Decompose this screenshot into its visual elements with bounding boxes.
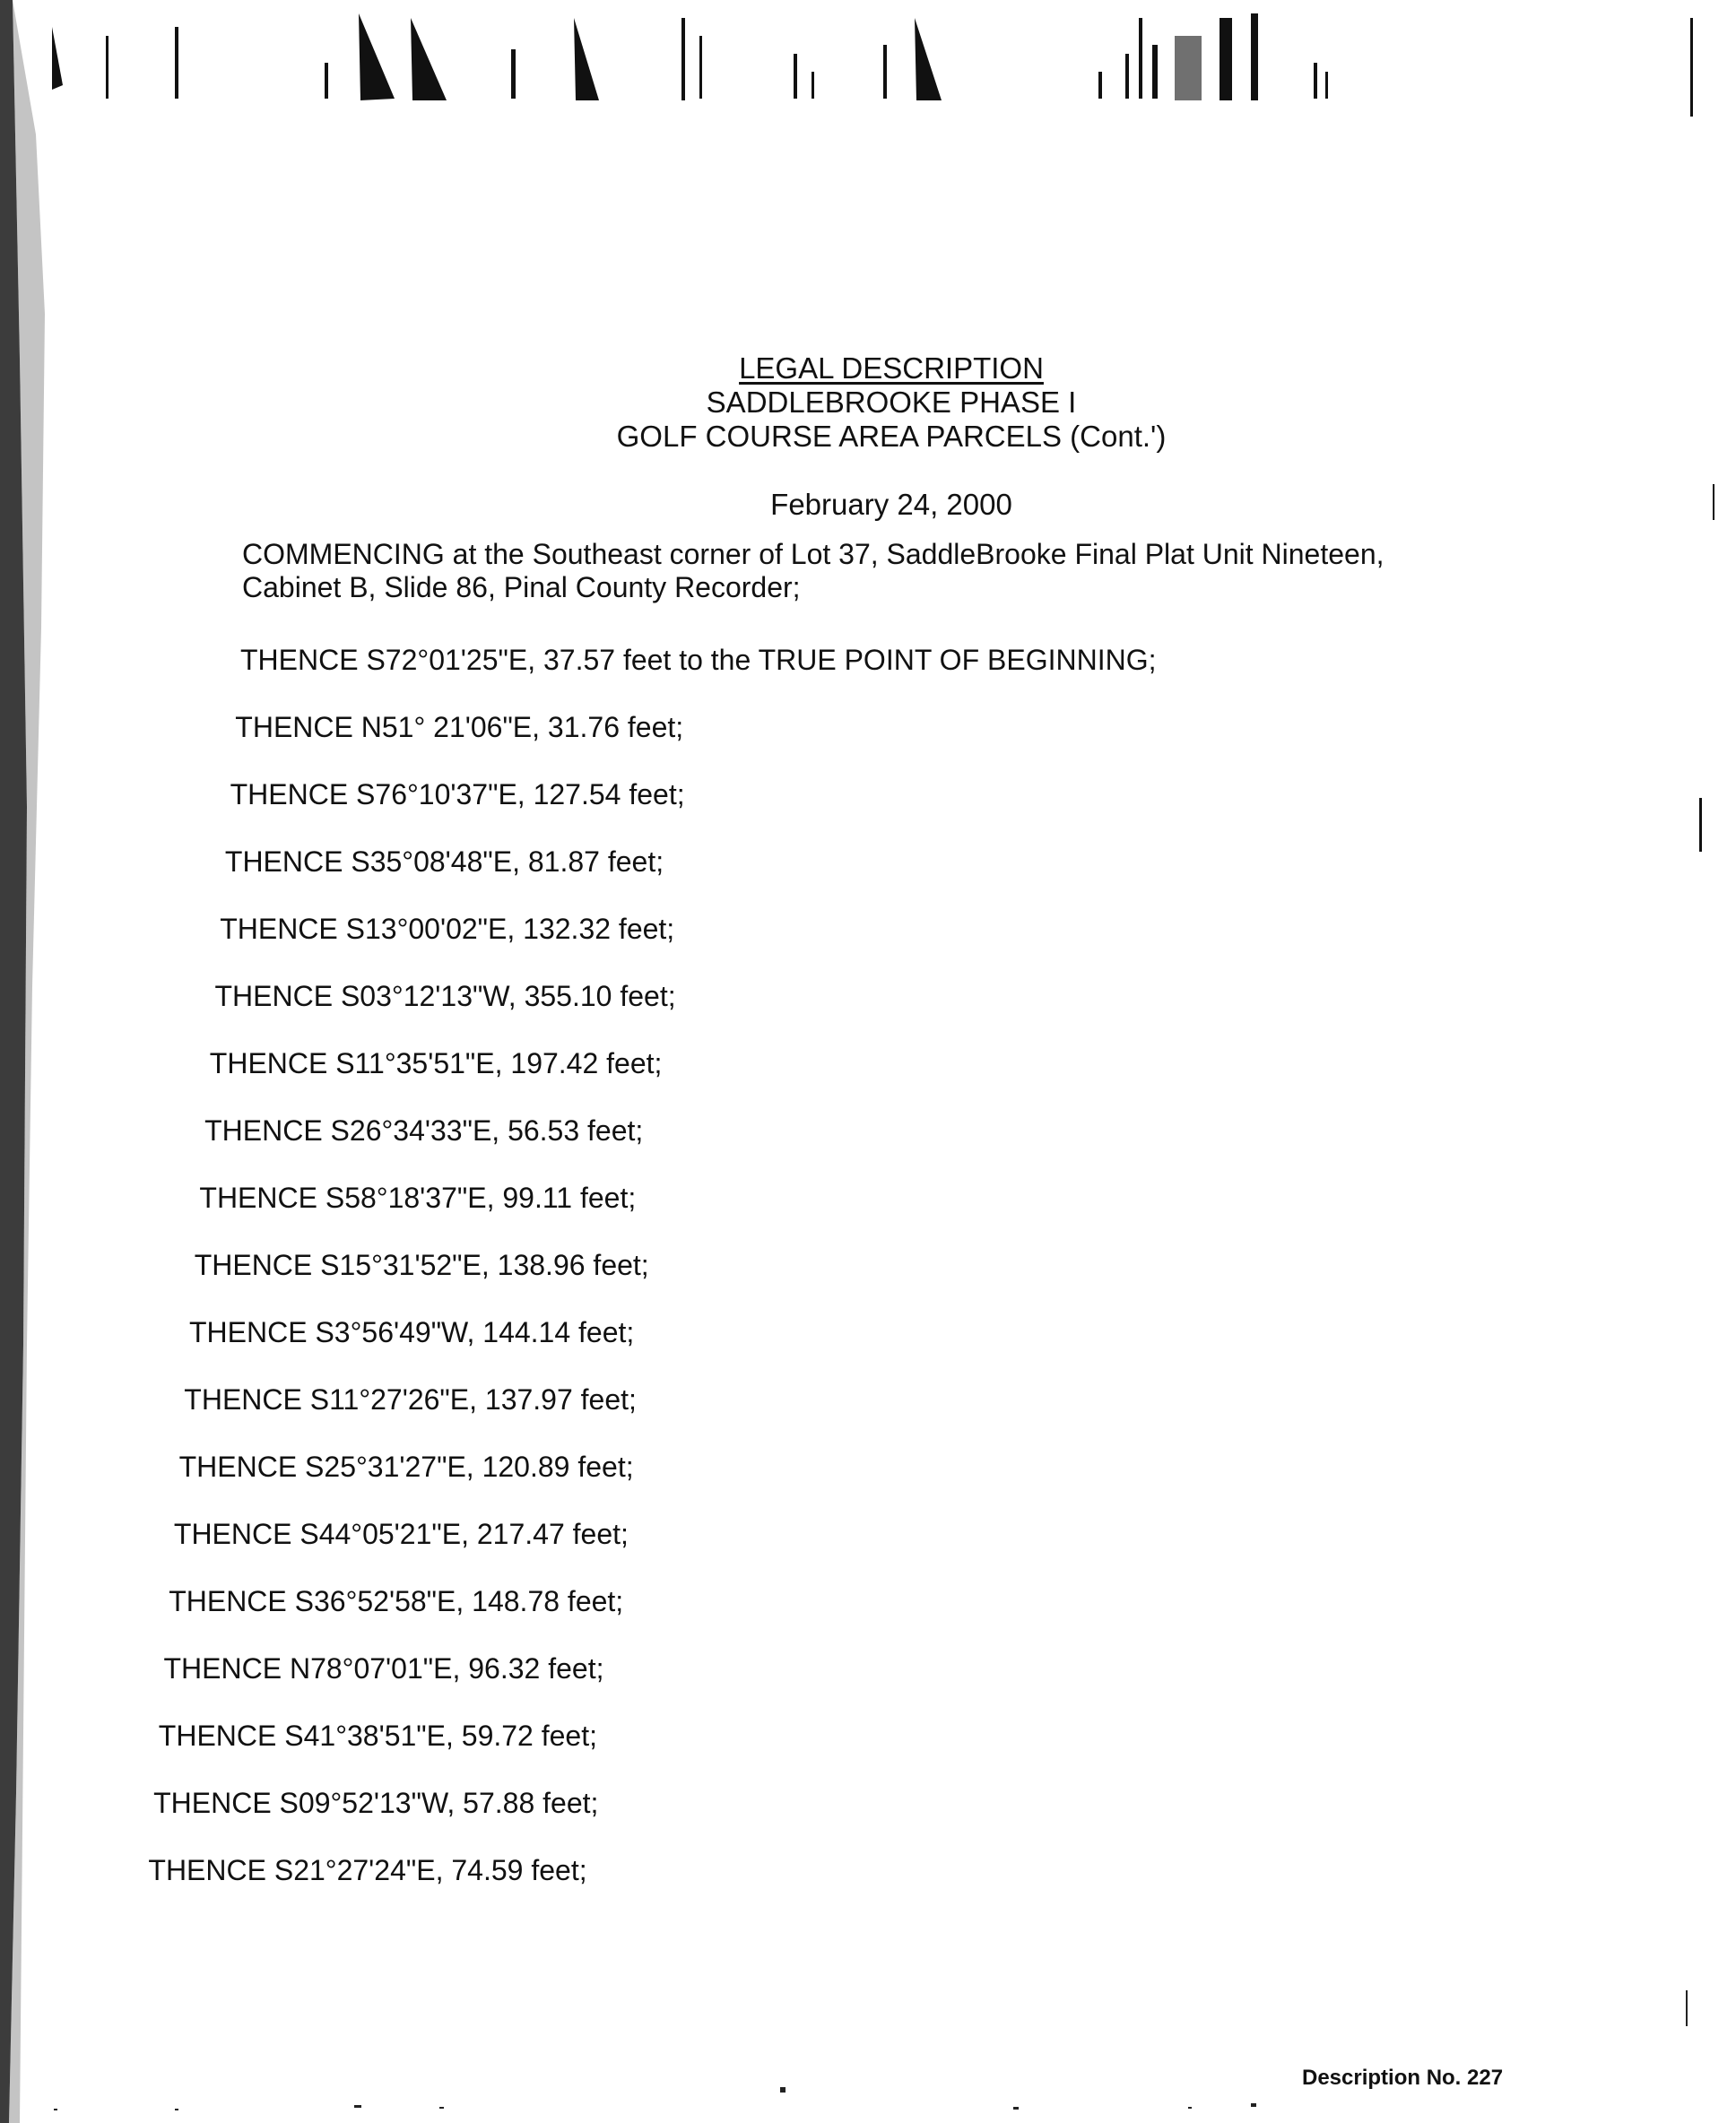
course-line: THENCE S44°05'21"E, 217.47 feet; <box>173 1518 629 1550</box>
description-number: Description No. 227 <box>1302 2066 1504 2090</box>
course-line: THENCE S13°00'02"E, 132.32 feet; <box>220 913 675 945</box>
course-line: THENCE S15°31'52"E, 138.96 feet; <box>194 1249 649 1281</box>
document-heading <box>0 351 1736 522</box>
course-line-true-point-of-beginning: THENCE S72°01'25"E, 37.57 feet to the TRUE POINT OF BEGINNING; <box>240 644 1157 676</box>
document-subtitle-project: SADDLEBROOKE PHASE I <box>706 386 1077 419</box>
course-line: THENCE S09°52'13"W, 57.88 feet; <box>153 1787 599 1819</box>
document-title: LEGAL DESCRIPTION <box>739 351 1044 385</box>
course-line: THENCE N78°07'01"E, 96.32 feet; <box>163 1652 604 1685</box>
course-line: THENCE S3°56'49"W, 144.14 feet; <box>189 1316 635 1348</box>
course-line: THENCE S26°34'33"E, 56.53 feet; <box>204 1114 644 1147</box>
course-line: THENCE S03°12'13"W, 355.10 feet; <box>214 980 676 1012</box>
course-line: THENCE S41°38'51"E, 59.72 feet; <box>158 1720 597 1752</box>
commencing-paragraph: COMMENCING at the Southeast corner of Lot 37, SaddleBrooke Final Plat Unit Nineteen, Cabinet B, Slide 86, Pinal County Recorder; <box>242 538 1384 603</box>
course-line: THENCE S35°08'48"E, 81.87 feet; <box>224 845 664 878</box>
course-line: THENCE S25°31'27"E, 120.89 feet; <box>178 1451 634 1483</box>
course-line: THENCE S11°27'26"E, 137.97 feet; <box>184 1383 637 1416</box>
course-line: THENCE S11°35'51"E, 197.42 feet; <box>209 1047 663 1079</box>
document-date: February 24, 2000 <box>770 488 1012 521</box>
course-line: THENCE S76°10'37"E, 127.54 feet; <box>230 778 685 810</box>
course-line: THENCE N51° 21'06"E, 31.76 feet; <box>235 711 684 743</box>
document-subtitle-parcels: GOLF COURSE AREA PARCELS (Cont.') <box>616 420 1167 453</box>
course-line: THENCE S36°52'58"E, 148.78 feet; <box>169 1585 624 1617</box>
course-line: THENCE S21°27'24"E, 74.59 feet; <box>148 1854 587 1886</box>
course-line: THENCE S58°18'37"E, 99.11 feet; <box>199 1182 637 1214</box>
